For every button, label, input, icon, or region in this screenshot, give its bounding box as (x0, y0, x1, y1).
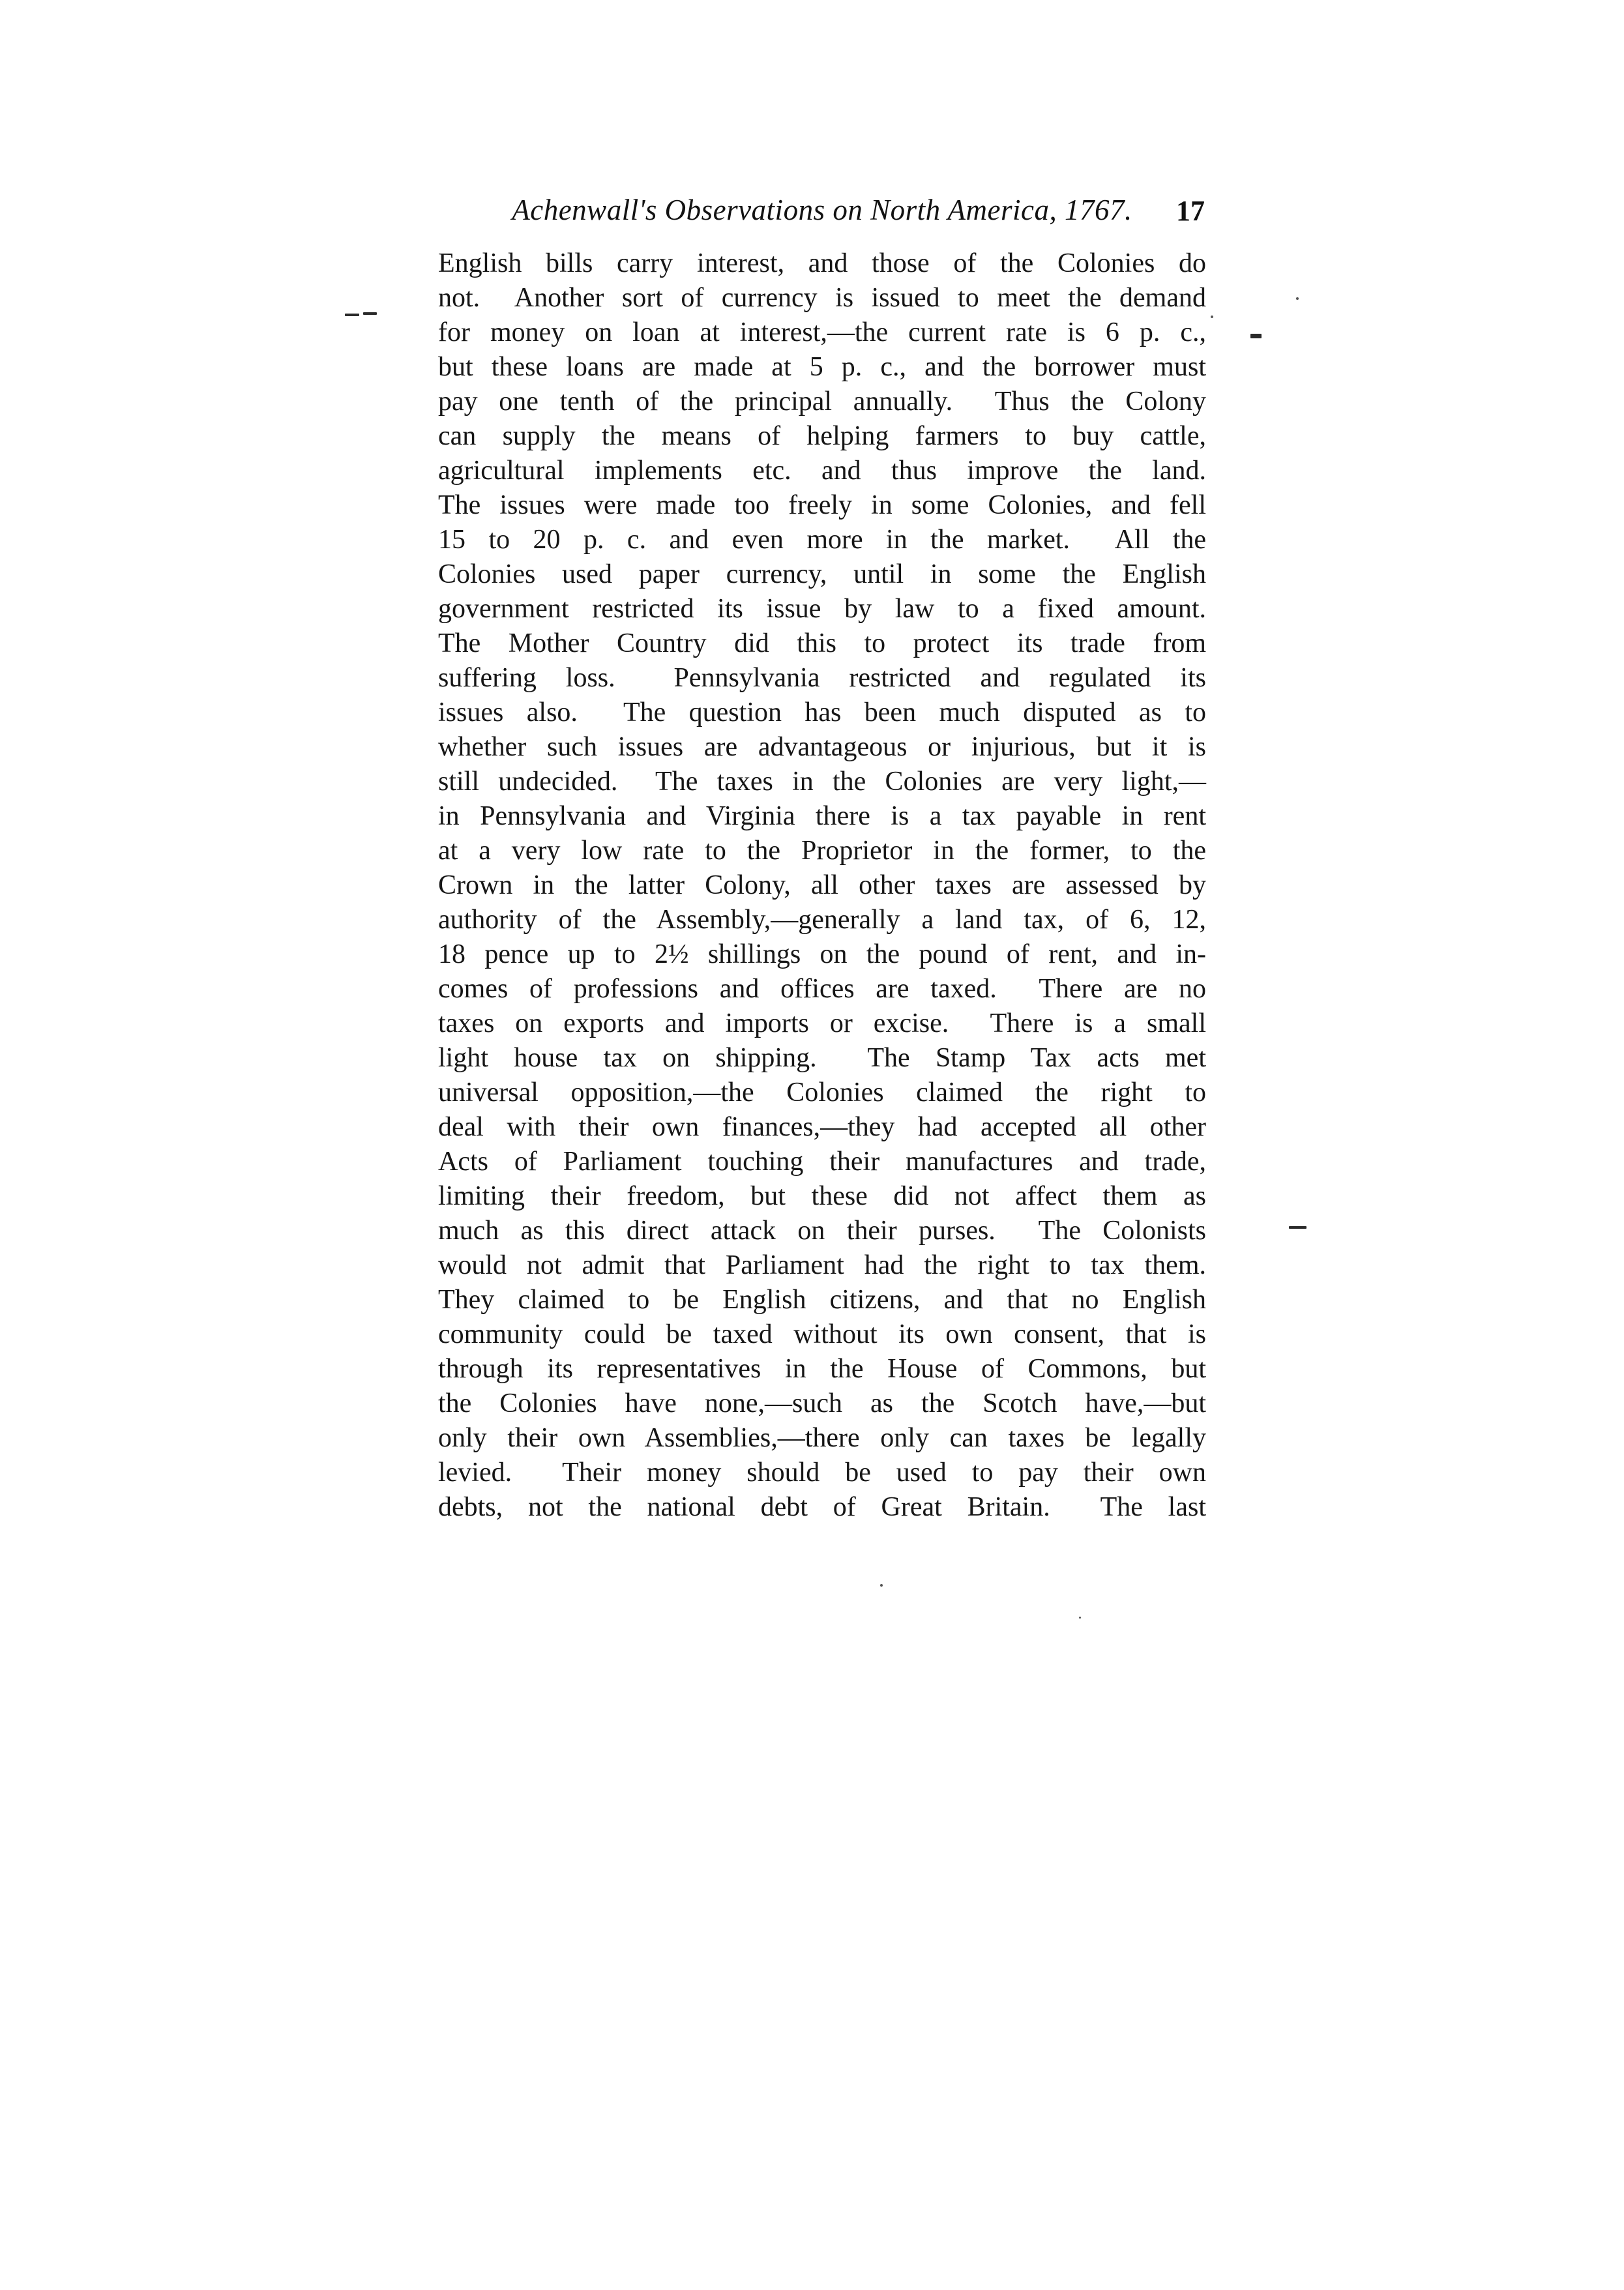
text-line-content: can supply the means of helping farmers to buy cattle, (438, 421, 1206, 451)
text-line (438, 557, 1206, 592)
text-line-content: debts, not the national debt of Great Britain. The last (438, 1492, 1206, 1522)
text-line (438, 799, 1206, 834)
text-line (438, 1490, 1206, 1525)
text-line-content: The issues were made too freely in some Colonies, and fell (438, 490, 1206, 520)
text-line-content: for money on loan at interest,—the current rate is 6 p. c., (438, 317, 1206, 347)
text-line (438, 488, 1206, 523)
scan-speck-1 (1296, 297, 1299, 300)
text-line-content: government restricted its issue by law to a fixed amount. (438, 594, 1206, 624)
scan-artifact-right-dash-1 (1250, 334, 1262, 338)
text-line-content: 15 to 20 p. c. and even more in the market. All the (438, 525, 1206, 555)
text-line-content: only their own Assemblies,—there only can taxes be legally (438, 1423, 1206, 1453)
text-line (438, 385, 1206, 419)
text-line (438, 454, 1206, 488)
text-line-content: at a very low rate to the Proprietor in the former, to the (438, 836, 1206, 866)
scan-artifact-left-dash-1 (345, 314, 359, 316)
text-line (438, 1110, 1206, 1145)
text-line-content: levied. Their money should be used to pay their own (438, 1458, 1206, 1488)
scan-artifact-left-dash-2 (363, 312, 377, 315)
running-head-title: Achenwall's Observations on North America, 1767. (512, 194, 1132, 226)
text-line (438, 1076, 1206, 1110)
text-line (438, 1145, 1206, 1179)
text-line (438, 316, 1206, 350)
text-line (438, 834, 1206, 868)
text-line-content: but these loans are made at 5 p. c., and the borrower must (438, 352, 1206, 382)
text-line-content: pay one tenth of the principal annually. Thus the Colony (438, 387, 1206, 417)
text-line-content: issues also. The question has been much disputed as to (438, 697, 1206, 727)
text-line (438, 523, 1206, 557)
text-line (438, 696, 1206, 730)
text-line (438, 903, 1206, 937)
page-number: 17 (1176, 195, 1205, 227)
text-line (438, 1317, 1206, 1352)
text-line-content: in Pennsylvania and Virginia there is a tax payable in rent (438, 801, 1206, 831)
text-line-content: light house tax on shipping. The Stamp Tax acts met (438, 1043, 1206, 1073)
text-line (438, 350, 1206, 385)
text-line-content: comes of professions and offices are taxed. There are no (438, 974, 1206, 1004)
text-line (438, 1456, 1206, 1490)
text-line (438, 1214, 1206, 1248)
text-line (438, 1041, 1206, 1076)
text-line-content: through its representatives in the House of Commons, but (438, 1354, 1206, 1384)
text-line-content: suffering loss. Pennsylvania restricted and regulated its (438, 663, 1206, 693)
text-line (438, 1387, 1206, 1421)
text-line (438, 1283, 1206, 1317)
text-line-content: The Mother Country did this to protect its trade from (438, 628, 1206, 658)
text-line-content: They claimed to be English citizens, and that no English (438, 1285, 1206, 1315)
text-line-content: agricultural implements etc. and thus improve the land. (438, 456, 1206, 486)
text-line-content: the Colonies have none,—such as the Scotch have,—but (438, 1388, 1206, 1418)
text-line (438, 626, 1206, 661)
text-line (438, 1179, 1206, 1214)
text-line (438, 419, 1206, 454)
text-line (438, 937, 1206, 972)
text-line-content: whether such issues are advantageous or injurious, but it is (438, 732, 1206, 762)
text-line-content: not. Another sort of currency is issued to meet the demand (438, 283, 1206, 313)
text-line-content: Acts of Parliament touching their manufactures and trade, (438, 1147, 1206, 1177)
text-line (438, 246, 1206, 281)
text-line (438, 592, 1206, 626)
text-line (438, 661, 1206, 696)
page-header (438, 193, 1206, 233)
text-line-content: Crown in the latter Colony, all other taxes are assessed by (438, 870, 1206, 900)
text-line-content: taxes on exports and imports or excise. There is a small (438, 1008, 1206, 1038)
text-line (438, 1352, 1206, 1387)
text-line-content: limiting their freedom, but these did not affect them as (438, 1181, 1206, 1211)
text-line (438, 765, 1206, 799)
text-line-content: English bills carry interest, and those of the Colonies do (438, 248, 1206, 278)
text-line (438, 972, 1206, 1006)
text-line (438, 281, 1206, 316)
scan-speck-2 (1211, 316, 1213, 318)
text-line (438, 730, 1206, 765)
scan-speck-3 (880, 1584, 883, 1587)
text-line (438, 1421, 1206, 1456)
text-line-content: still undecided. The taxes in the Colonies are very light,— (438, 767, 1206, 797)
text-line (438, 1248, 1206, 1283)
scan-speck-4 (1079, 1617, 1081, 1619)
scan-artifact-right-dash-2 (1289, 1226, 1307, 1229)
text-line-content: universal opposition,—the Colonies claimed the right to (438, 1078, 1206, 1108)
text-line-content: would not admit that Parliament had the right to tax them. (438, 1250, 1206, 1280)
text-line-content: community could be taxed without its own consent, that is (438, 1319, 1206, 1349)
text-line (438, 1006, 1206, 1041)
body-text-block (438, 246, 1206, 1525)
text-line-content: much as this direct attack on their purses. The Colonists (438, 1216, 1206, 1246)
text-line-content: Colonies used paper currency, until in some the English (438, 559, 1206, 589)
text-line-content: 18 pence up to 2½ shillings on the pound of rent, and in- (438, 939, 1206, 969)
text-line-content: authority of the Assembly,—generally a land tax, of 6, 12, (438, 905, 1206, 935)
text-line-content: deal with their own finances,—they had accepted all other (438, 1112, 1206, 1142)
text-line (438, 868, 1206, 903)
